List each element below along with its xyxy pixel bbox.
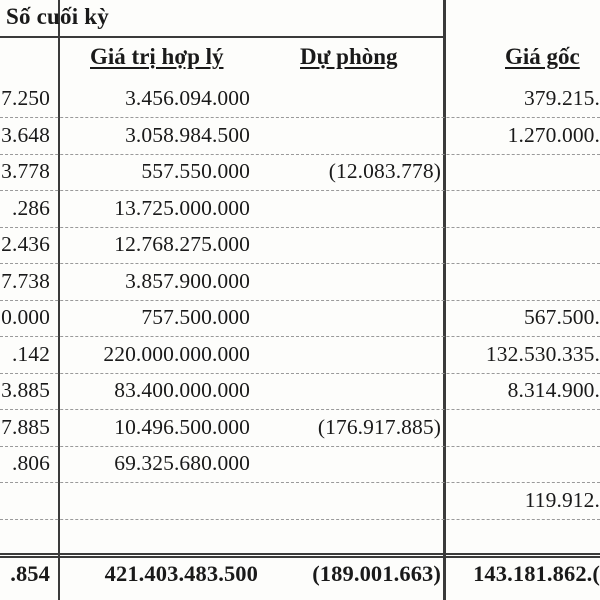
total-provision: (189.001.663): [312, 561, 441, 586]
group-title: Số cuối kỳ: [6, 4, 109, 29]
cell-provision: (176.917.885): [317, 414, 441, 439]
row-separator: [0, 263, 600, 264]
row-separator: [0, 482, 600, 483]
cell-fair-value: 3.058.984.500: [125, 122, 250, 147]
row-separator: [0, 300, 600, 301]
cell-fair-value: 83.400.000.000: [114, 378, 250, 402]
row-separator: [0, 117, 600, 118]
row-separator: [0, 154, 600, 155]
cell-prev: 7.885: [1, 414, 50, 439]
cell-fair-value: 557.550.000: [141, 159, 250, 183]
cell-prev: 3.778: [1, 159, 50, 183]
cell-cost: 567.500.: [523, 305, 600, 329]
header-cost: Giá gốc: [505, 44, 580, 69]
row-separator: [0, 446, 600, 447]
cell-fair-value: 69.325.680.000: [114, 451, 250, 475]
total-bottom-border: [0, 556, 600, 558]
cell-cost: 1.270.000.: [507, 122, 600, 147]
row-separator: [0, 409, 600, 410]
total-fair-value: 421.403.483.500: [104, 561, 258, 586]
cell-cost: 119.912.: [524, 487, 600, 512]
cell-prev: .142: [11, 341, 50, 366]
cell-fair-value: 12.768.275.000: [114, 232, 250, 256]
cell-prev: .286: [11, 195, 50, 220]
row-separator: [0, 519, 600, 520]
cell-cost: 132.530.335.: [485, 341, 600, 366]
cell-cost: 8.314.900.: [507, 378, 600, 402]
row-separator: [0, 336, 600, 337]
cell-fair-value: 13.725.000.000: [114, 195, 250, 220]
cell-fair-value: 220.000.000.000: [103, 341, 250, 366]
cell-prev: 7.250: [1, 86, 50, 110]
cell-fair-value: 10.496.500.000: [114, 414, 250, 439]
total-cost: 143.181.862.(: [473, 561, 600, 586]
row-separator: [0, 190, 600, 191]
header-fair-value: Giá trị hợp lý: [90, 44, 224, 69]
total-top-border: [0, 553, 600, 555]
cell-prev: 0.000: [1, 305, 50, 329]
row-separator: [0, 373, 600, 374]
cell-fair-value: 757.500.000: [141, 305, 250, 329]
cell-provision: (12.083.778): [328, 159, 441, 183]
cell-prev: 3.648: [1, 122, 50, 147]
cell-prev: .806: [11, 451, 50, 475]
cell-prev: 2.436: [1, 232, 50, 256]
cell-fair-value: 3.456.094.000: [125, 86, 250, 110]
header-divider: [0, 36, 444, 38]
total-prev: .854: [10, 561, 50, 586]
cell-cost: 379.215.: [523, 86, 600, 110]
cell-prev: 7.738: [1, 268, 50, 293]
row-separator: [0, 227, 600, 228]
cell-prev: 3.885: [1, 378, 50, 402]
header-provision: Dự phòng: [300, 44, 398, 69]
cell-fair-value: 3.857.900.000: [125, 268, 250, 293]
